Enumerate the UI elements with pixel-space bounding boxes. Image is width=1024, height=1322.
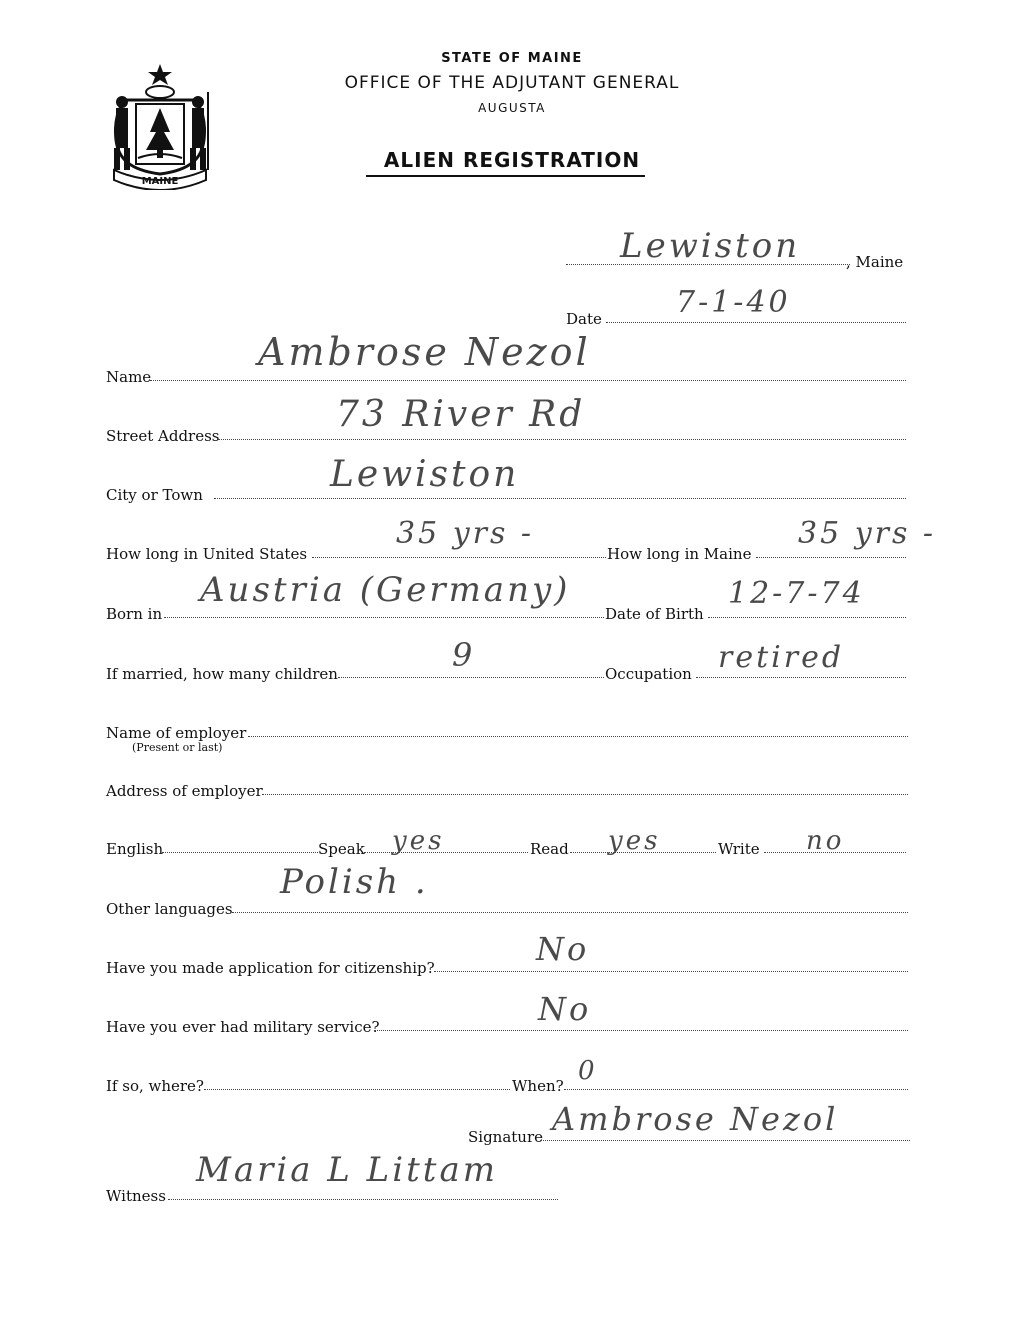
form-title: ALIEN REGISTRATION (383, 148, 641, 172)
where-label: If so, where? (106, 1077, 204, 1095)
city-heading: AUGUSTA (478, 101, 546, 115)
maine-label: How long in Maine (607, 545, 752, 563)
born-entry: Austria (Germany) (200, 570, 571, 610)
employer-sublabel: (Present or last) (132, 741, 223, 754)
name-line (150, 380, 906, 381)
street-label: Street Address (106, 427, 220, 445)
place-entry: Lewiston (620, 226, 801, 266)
dob-entry: 12-7-74 (728, 576, 865, 611)
name-label: Name (106, 368, 152, 386)
maine-line (756, 557, 906, 558)
employer-line (248, 736, 908, 737)
citizenship-entry: No (536, 930, 590, 968)
date-label: Date (566, 310, 602, 328)
city-line (214, 498, 906, 499)
when-label: When? (512, 1077, 564, 1095)
city-label: City or Town (106, 486, 203, 504)
military-label: Have you ever had military service? (106, 1018, 380, 1036)
occupation-entry: retired (718, 640, 845, 675)
other-lang-line (232, 912, 908, 913)
city-entry: Lewiston (330, 454, 520, 495)
speak-entry: yes (392, 826, 445, 856)
when-line (564, 1089, 908, 1090)
english-line (162, 852, 318, 853)
other-lang-entry: Polish . (280, 862, 429, 902)
title-underline (366, 175, 645, 177)
write-label: Write (718, 840, 760, 858)
seal-banner-text: MAINE (141, 176, 179, 187)
speak-label: Speak (318, 840, 365, 858)
date-entry: 7-1-40 (676, 285, 791, 320)
military-entry: No (538, 990, 592, 1028)
signature-line (540, 1140, 910, 1141)
occupation-label: Occupation (605, 665, 692, 683)
us-label: How long in United States (106, 545, 308, 563)
other-lang-label: Other languages (106, 900, 233, 918)
signature-entry: Ambrose Nezol (552, 1100, 839, 1138)
office-heading: OFFICE OF THE ADJUTANT GENERAL (344, 73, 680, 93)
street-line (218, 439, 906, 440)
us-line (312, 557, 606, 558)
witness-line (168, 1199, 558, 1200)
name-entry: Ambrose Nezol (258, 330, 591, 374)
dob-label: Date of Birth (605, 605, 704, 623)
born-line (164, 617, 604, 618)
dob-line (708, 617, 906, 618)
occupation-line (696, 677, 906, 678)
where-line (204, 1089, 510, 1090)
read-entry: yes (608, 826, 661, 856)
street-entry: 73 River Rd (336, 394, 586, 435)
children-line (338, 677, 604, 678)
speak-line (364, 852, 528, 853)
citizenship-line (434, 971, 908, 972)
citizenship-label: Have you made application for citizenship? (106, 959, 435, 977)
read-label: Read (530, 840, 569, 858)
witness-entry: Maria L Littam (196, 1150, 498, 1190)
when-entry: 0 (578, 1056, 598, 1086)
born-label: Born in (106, 605, 163, 623)
military-line (374, 1030, 908, 1031)
date-line (606, 322, 906, 323)
signature-label: Signature (468, 1128, 544, 1146)
state-heading: STATE OF MAINE (441, 51, 583, 66)
children-label: If married, how many children (106, 665, 338, 683)
maine-entry: 35 yrs - (798, 516, 937, 551)
us-entry: 35 yrs - (396, 516, 535, 551)
witness-label: Witness (106, 1187, 166, 1205)
children-entry: 9 (452, 636, 476, 674)
employer-label: Name of employer (106, 724, 247, 742)
english-label: English (106, 840, 164, 858)
employer-address-line (262, 794, 908, 795)
maine-suffix: , Maine (846, 253, 904, 271)
write-entry: no (806, 826, 845, 856)
employer-address-label: Address of employer (106, 782, 263, 800)
